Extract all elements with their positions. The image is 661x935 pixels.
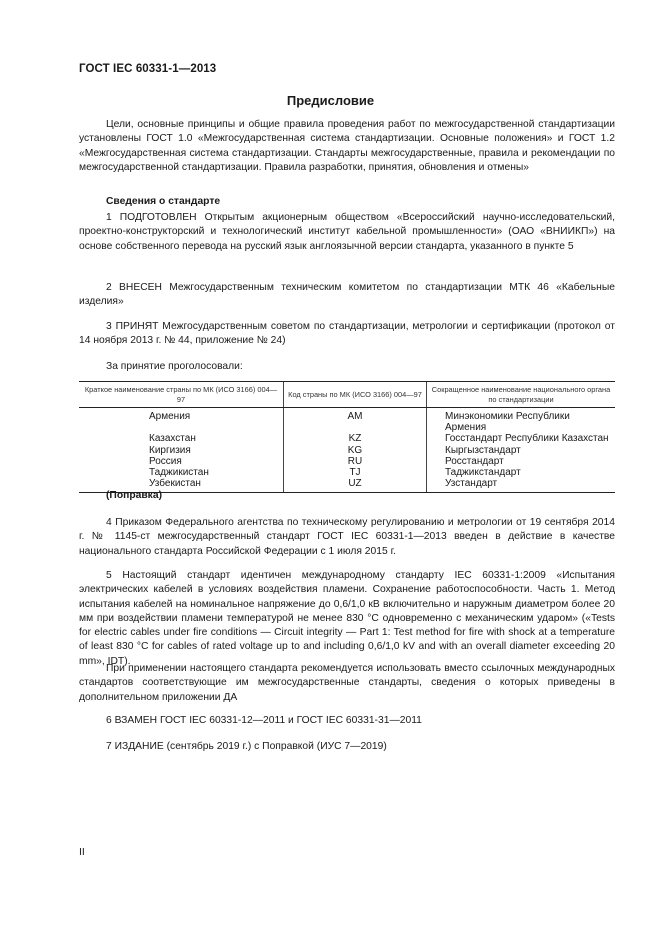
document-code: ГОСТ IEC 60331-1—2013 bbox=[79, 63, 217, 75]
item-1: 1 ПОДГОТОВЛЕН Открытым акционерным обществом «Всероссийский научно-исследовательский, проектно-конструкторский и технологический институт кабельной промышленности» (ОАО «ВНИИКП») на основе собственного перевода на русский язык англоязычной версии стандарта, указанного в пункте 5 bbox=[79, 212, 615, 252]
item-4: 4 Приказом Федерального агентства по техническому регулированию и метрологии от 19 сентября 2014 г. № 1145-ст межгосударственный стандарт ГОСТ IEC 60331-1—2013 введен в действие в качестве национального стандарта Российской Федерации с 1 июля 2015 г. bbox=[79, 517, 615, 557]
item-5-note: При применении настоящего стандарта рекомендуется использовать вместо ссылочных международных стандартов соответствующие им межгосударственные стандарты, сведения о которых приведены в дополнительном приложении ДА bbox=[79, 663, 615, 703]
table-header-row bbox=[79, 382, 615, 408]
country-cell: Узбекистан bbox=[79, 478, 284, 493]
body-cell: Минэкономики Республики Армения bbox=[427, 408, 616, 434]
table-row bbox=[79, 408, 615, 434]
code-cell: UZ bbox=[284, 478, 427, 493]
page-number: II bbox=[79, 846, 85, 858]
body-cell: Госстандарт Республики Казахстан bbox=[427, 433, 616, 444]
body-cell: Кыргызстандарт bbox=[427, 445, 616, 456]
item-2: 2 ВНЕСЕН Межгосударственным техническим комитетом по стандартизации МТК 46 «Кабельные изделия» bbox=[79, 282, 615, 308]
voted-label: За принятие проголосовали: bbox=[106, 361, 243, 372]
body-cell: Узстандарт bbox=[427, 478, 616, 493]
table-row bbox=[79, 467, 615, 478]
country-cell: Киргизия bbox=[149, 444, 191, 456]
country-cell: Таджикистан bbox=[149, 467, 209, 479]
table-row bbox=[79, 445, 615, 456]
header-code: Код страны по МК (ИСО 3166) 004—97 bbox=[284, 382, 427, 408]
body-cell: Таджикстандарт bbox=[427, 467, 616, 478]
code-cell: KZ bbox=[284, 433, 427, 444]
item-3: 3 ПРИНЯТ Межгосударственным советом по стандартизации, метрологии и сертификации (протокол от 14 ноября 2013 г. № 44, приложение № 24) bbox=[79, 321, 615, 347]
voters-table bbox=[79, 381, 615, 493]
country-cell: Казахстан bbox=[149, 433, 196, 445]
page-title: Предисловие bbox=[286, 93, 375, 108]
body-cell: Росстандарт bbox=[427, 456, 616, 467]
table-row bbox=[79, 456, 615, 467]
table-row bbox=[79, 433, 615, 444]
section-heading: Сведения о стандарте bbox=[106, 196, 221, 207]
code-cell: RU bbox=[284, 456, 427, 467]
code-cell: KG bbox=[284, 445, 427, 456]
header-country: Краткое наименование страны по МК (ИСО 3166) 004—97 bbox=[79, 382, 284, 408]
item-7: 7 ИЗДАНИЕ (сентябрь 2019 г.) с Поправкой (ИУС 7—2019) bbox=[106, 741, 387, 752]
item-6: 6 ВЗАМЕН ГОСТ IEC 60331-12—2011 и ГОСТ IEC 60331-31—2011 bbox=[106, 715, 422, 726]
intro-paragraph: Цели, основные принципы и общие правила проведения работ по межгосударственной стандартизации установлены ГОСТ 1.0 «Межгосударственная система стандартизации. Основные положения» и ГОСТ 1.2 «Межгосударственная система стандартизации. Стандарты межгосударственные, правила и рекомендации по межгосударственной стандартизации. Правила разработки, принятия, обновления и отмены» bbox=[79, 119, 615, 173]
country-cell: Армения bbox=[149, 411, 191, 422]
header-body: Сокращенное наименование национального органа по стандартизации bbox=[427, 382, 616, 408]
country-cell: Россия bbox=[149, 455, 182, 467]
code-cell: TJ bbox=[284, 467, 427, 478]
item-5: 5 Настоящий стандарт идентичен международному стандарту IEC 60331-1:2009 «Испытания электрических кабелей в условиях воздействия пламени. Сохранение работоспособности. Часть 1. Метод испытания кабелей на номинальное напряжение до 0,6/1,0 кВ включительно и наружным диаметром более 20 мм при воздействии пламени температурой не менее 830 °С одновременно с механическим ударом» («Tests for electric cables under fire conditions — Circuit integrity — Part 1: Test method for fire with shock at a temperature of least 830 °C for cables of rated voltage up to and including 0,6/1,0 kV and with an overall diameter exceeding 20 mm», IDT). bbox=[79, 570, 615, 667]
code-cell: AM bbox=[284, 408, 427, 434]
amendment-label: (Поправка) bbox=[106, 490, 162, 501]
